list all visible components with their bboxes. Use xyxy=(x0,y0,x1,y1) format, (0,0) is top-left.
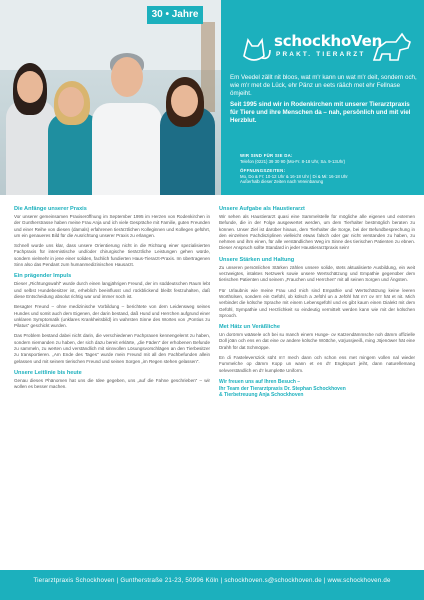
section-heading: Die Anfänge unserer Praxis xyxy=(14,206,87,212)
team-photo xyxy=(0,0,221,195)
paragraph: Dieser „Richtungswahl" wurde durch einen langjährigen Freund, der im süddeutschen Raum lebt und selbst Hundebesitzer ist, erheblich beeinflusst und rückblickend bleibt festzuhalten, daß diese Entscheidung absolut richtig war und immer noch ist. xyxy=(14,281,210,299)
section-heading: Ein prägender Impuls xyxy=(14,273,72,280)
paragraph: Das Problem bestand dabei nicht darin, die verschiedenen Fachpraxen kennengelernt zu haben, sondern niemanden zu haben, der sich dazu bereit erklärte, „die Fäden" der erhobenen Befunde zu sammeln, zu werten und verständlich mit sinnvollen Lösungsvorschlägen an den Tierbesitzer zu transportieren. „Am Ende des Tages" wurde mein Freund mit all den Fachbefunden allein gelassen und mit seinem tierischen Freund und seinen Sorgen „im Regen stehen gelassen". xyxy=(14,333,210,364)
contact-info xyxy=(240,153,418,185)
signature-line: & Tierbetreuung Anja Schockhoven xyxy=(219,392,304,399)
hours-note: Außerhalb dieser Zeiten nach Vereinbarung xyxy=(240,179,324,185)
paragraph: Genau dieses Phänomen hat uns die Idee gegeben, uns „auf die Fahne geschrieben" – wir wollen es besser machen. xyxy=(14,377,210,390)
article-column-right xyxy=(219,206,415,399)
footer-bar xyxy=(0,570,424,600)
section-heading: Unsere Stärken und Haltung xyxy=(219,256,295,263)
intro-highlight: Seit 1995 sind wir in Rodenkirchen mit unserer Tierarztpraxis für Tiere und ihre Menschen da – nah, persönlich und mit viel Herzblut. xyxy=(230,101,411,124)
anniversary-badge: 30 • Jahre xyxy=(147,6,203,24)
paragraph: Vor unserer gemeinsamen Praxiseröffnung im September 1995 im Herzen von Rodenkirchen in der Guntherstrasse haben meine Frau Anja und ich viele Gespräche mit Familie, guten Freunden und einer Reihe von diesen (damals) erfahrenen tierärztlichen Kolleginnen und Kollegen geführt, um ein genaueres Bild für die Ausrichtung unserer Praxis zu erlangen. xyxy=(14,214,210,238)
contact-heading: WIR SIND FÜR SIE DA: xyxy=(240,153,293,158)
paragraph: Für Urlaubnis wie meine Frau und mich sind Empathie und Wertschätzung keine leeren Worthülsen, sondern ein Gefühl, ob kölsch a Jeföhl un a Jeföhl hät m'r ov m'r hät et nit. Mich verbindet die kölsche Sprache mit einem Lebensgefühl und es gibt kaum einen Dialekt mit dem Gefühl, Sympathie und Herzlichkeit so eindeutig vermittelt werden kann wie mit der kölschen Sprooch. xyxy=(219,287,415,318)
brand-subtitle: PRAKT. TIERARZT xyxy=(276,51,366,58)
hero-banner xyxy=(0,0,424,195)
section-heading: Unsere Aufgabe als Haustierarzt xyxy=(219,206,305,212)
signature-line: Ihr Team der Tierarztpraxis Dr. Stephan Schockhoven xyxy=(219,385,346,392)
paragraph: Besagter Freund – ohne medizinische Vorbildung – berichtete von dem Leidensweg seines Hundes und somit auch dem Eigenen, der darin bestand, daß Hund und Herrchen aufgrund einer unklaren Symptomatik (unklares Krankheitsbild) im wahrsten Sinne des Wortes von „Pontius zu Pilatus" geschickt wurden. xyxy=(14,304,210,329)
paragraph: Wir sehen als Haustierarzt quasi eine Sammelstelle für mögliche alle eigenen und externen Befunde, die in der Folge ausgewertet werden, um dem Tierhalter bestmöglich beraten zu können. Unser Ziel ist darüber hinaus, dem Tierhalter die Sorge, bei der Befundbesprechung in den einzelnen Fachdisziplinen vielleicht etwas falsch oder gar nicht verstanden zu haben, zu nehmen und ihm einen, für alle verständlichen Weg im Sinne des tierischen Patienten zu ebnen. Dieser Anspruch sollte Standard in jeder Haustierarztpraxis sein! xyxy=(219,214,415,251)
brand-logo xyxy=(240,26,415,70)
paragraph: Un dorömm wääsele och bei su manch einem Hunge- ov Katzendämmsche noh dämm offizielle Doll jöän och ens en dat eine ov andere kölsche Wöttche, vürjussjeeiß, ming Jöjenöwer hät eine Drahh för dat Schmöppe. xyxy=(219,332,415,350)
hours-heading: ÖFFNUNGSZEITEN: xyxy=(240,168,286,174)
opening-hours: Mo, Do & Fr: 10-12 Uhr & 16-18 Uhr | Di & Mi: 16-18 Uhr xyxy=(240,173,348,179)
intro-text xyxy=(230,74,418,129)
signature-line: Wir freuen uns auf Ihren Besuch – xyxy=(219,378,301,385)
paragraph: En di Fasteleverszick süht m'r mech dann och schon ens met mingem vollen nal wieder Fummelche op dämm Kopp un wann et en d'r Engkspurt jeiht, dann naturellemang selvverständlich en d'r kumplette Uniform. xyxy=(219,355,415,373)
article-column-left xyxy=(14,206,210,395)
footer-contact-line: Tierarztpraxis Schockhoven | Guntherstraße 21-23, 50996 Köln | schockhoven.s@schockhoven.de | www.schockhoven.de xyxy=(33,577,391,584)
brand-name: schockhoVen xyxy=(274,32,383,50)
section-heading: Unsere Leitlinie bis heute xyxy=(14,369,82,376)
contact-phone: Telefon (0221) 39 30 90 (Mo-Fr. 8-18 Uhr, Sa. 9-13Uhr) xyxy=(240,158,346,164)
intro-lead: Em Veedel zällt nit bloos, wat m'r kann un wat m'r deit, sondern och, wie m'r met de Lück, ehr Pänz un eets rääch met ehr Fellnase ömjeiht. xyxy=(230,74,417,97)
paragraph: Schnell wurde uns klar, dass unsere Orientierung nicht in die Richtung einer spezialisierten Fachpraxis für internistische und/oder chirurgische tierärztliche Leistungen gehen würde, sondern vielmehr in jene einer soliden, fachlich fundierten Haus-Tierarzt-Praxis. Im übertragenen Sinn also das Pendant zum humanmedizinischen Hausarzt. xyxy=(14,243,210,268)
section-heading: Met Hätz un Veräßliche xyxy=(219,324,280,331)
signature-block xyxy=(219,379,415,399)
paragraph: Zu unseren persönlichen Stärken zählen unsere solide, stets aktualisierte Ausbildung, ein weit verzweigtes, intaktes Netzwerk sowie unsere Wertschätzung und Empathie gegenüber dem tierischen Patienten und seinem „Frauchen und Herrchen" mit all seinen Sorgen und Ängsten. xyxy=(219,264,415,283)
